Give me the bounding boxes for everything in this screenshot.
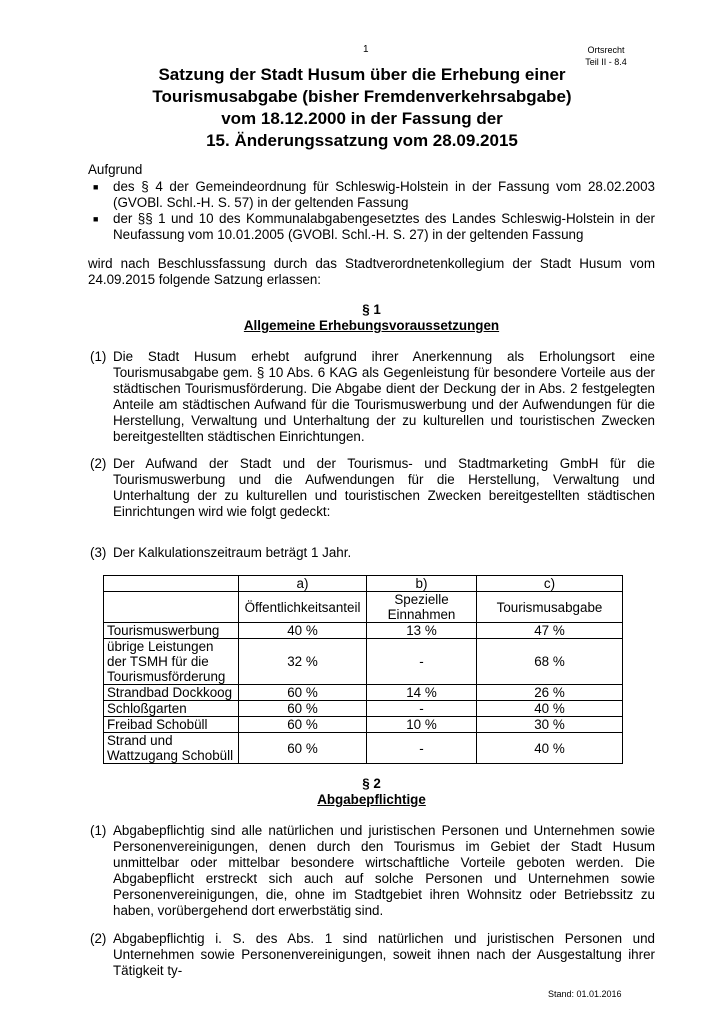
cell-public-share: 60 % xyxy=(239,733,367,764)
row-label: Tourismuswerbung xyxy=(104,623,239,639)
cell-special-income: 10 % xyxy=(367,717,477,733)
cell-tourism-levy: 40 % xyxy=(477,701,623,717)
bullet-text: des § 4 der Gemeindeordnung für Schleswig-Holstein in der Fassung vom 28.02.2003 (GVOBl. Schl.-H. S. 57) in der geltenden Fassung xyxy=(113,179,655,210)
cell-special-income: 14 % xyxy=(367,685,477,701)
title-line-1: Satzung der Stadt Husum über die Erhebung einer xyxy=(158,65,566,84)
cell-special-income: 13 % xyxy=(367,623,477,639)
table-row xyxy=(104,639,623,685)
table-row xyxy=(104,685,623,701)
table-row xyxy=(104,733,623,764)
cell-public-share: 40 % xyxy=(239,623,367,639)
list-item xyxy=(93,179,655,211)
row-label: übrige Leistungen der TSMH für die Tourismusförderung xyxy=(104,639,239,685)
calculation-table xyxy=(103,575,623,764)
paragraph-number: (1) xyxy=(90,823,107,838)
cell-tourism-levy: 40 % xyxy=(477,733,623,764)
cell-public-share: 60 % xyxy=(239,685,367,701)
cell-special-income: - xyxy=(367,701,477,717)
paragraph-text: Der Aufwand der Stadt und der Tourismus- und Stadtmarketing GmbH für die Tourismuswerbung und die Aufwendungen für die Herstellung, Verwaltung und Unterhaltung der zu kulturellen und touristischen Zwecken bereitgestellten städtischen Einrichtungen wird wie folgt gedeckt: xyxy=(113,456,655,519)
section-1-number: § 1 xyxy=(362,302,381,317)
paragraph-number: (2) xyxy=(90,931,107,946)
cell-public-share: 60 % xyxy=(239,717,367,733)
document-title xyxy=(0,64,724,152)
row-label: Strandbad Dockkoog xyxy=(104,685,239,701)
table-row xyxy=(104,717,623,733)
bullet-icon: ■ xyxy=(93,214,99,224)
paragraph-number: (2) xyxy=(90,456,107,471)
paragraph-number: (1) xyxy=(90,349,107,364)
title-line-3: vom 18.12.2000 in der Fassung der xyxy=(221,109,503,128)
cell-public-share: 32 % xyxy=(239,639,367,685)
cell-special-income: - xyxy=(367,733,477,764)
row-label: Schloßgarten xyxy=(104,701,239,717)
paragraph-text: Abgabepflichtig i. S. des Abs. 1 sind natürlichen und juristischen Personen und Unternehmen sowie Personenvereinigungen, soweit ihnen nach der Ausgestaltung ihrer Tätigkeit ty- xyxy=(113,931,655,978)
title-line-2: Tourismusabgabe (bisher Fremdenverkehrsabgabe) xyxy=(152,87,572,106)
paragraph-text: Die Stadt Husum erhebt aufgrund ihrer Anerkennung als Erholungsort eine Tourismusabgabe gem. § 10 Abs. 6 KAG als Gegenleistung für besondere Vorteile aus der städtischen Tourismusförderung. Die Abgabe dient der Deckung der in Abs. 2 festgelegten Anteile am städtischen Aufwand für die Tourismuswerbung und der Aufwendungen für die Herstellung, Verwaltung und Unterhaltung der zu kulturellen und touristischen Zwecken bereitgestellten städtischen Einrichtungen. xyxy=(113,349,655,444)
row-label: Strand und Wattzugang Schobüll xyxy=(104,733,239,764)
column-letter-c: c) xyxy=(477,576,623,592)
cell-tourism-levy: 30 % xyxy=(477,717,623,733)
section-1-heading: Allgemeine Erhebungsvoraussetzungen xyxy=(243,318,500,333)
footer-date: Stand: 01.01.2016 xyxy=(548,989,622,999)
column-header-special-income: Spezielle Einnahmen xyxy=(367,592,477,623)
paragraph-text: Abgabepflichtig sind alle natürlichen und juristischen Personen und Unternehmen sowie Personenvereinigungen, denen durch den Tourismus im Gebiet der Stadt Husum unmittelbar oder mittelbar besondere wirtschaftliche Vorteile geboten werden. Die Abgabepflicht erstreckt sich auch auf solche Personen und Unternehmen sowie Personenvereinigungen, die, ohne im Stadtgebiet ihren Wohnsitz oder Betriebssitz zu haben, vorübergehend dort erwerbstätig sind. xyxy=(113,823,655,918)
ortsrecht-title: Ortsrecht xyxy=(587,45,625,55)
table-row xyxy=(104,623,623,639)
table-cell-empty xyxy=(104,592,239,623)
row-label: Freibad Schobüll xyxy=(104,717,239,733)
section-2-number: § 2 xyxy=(362,776,381,791)
table-row-letters xyxy=(104,576,623,592)
section-2-heading: Abgabepflichtige xyxy=(317,792,426,807)
column-letter-a: a) xyxy=(239,576,367,592)
section-2-paragraph-1 xyxy=(90,823,655,919)
cell-tourism-levy: 68 % xyxy=(477,639,623,685)
section-1-paragraph-3 xyxy=(90,545,655,561)
intro-paragraph: wird nach Beschlussfassung durch das Stadtverordnetenkollegium der Stadt Husum vom 24.09.2015 folgende Satzung erlassen: xyxy=(88,256,655,287)
paragraph-number: (3) xyxy=(90,545,107,560)
page-number: 1 xyxy=(363,44,369,55)
cell-tourism-levy: 26 % xyxy=(477,685,623,701)
column-header-public-share: Öffentlichkeitsanteil xyxy=(239,592,367,623)
paragraph-text: Der Kalkulationszeitraum beträgt 1 Jahr. xyxy=(113,545,352,560)
section-1-paragraph-1 xyxy=(90,349,655,445)
cell-tourism-levy: 47 % xyxy=(477,623,623,639)
table-cell-empty xyxy=(104,576,239,592)
column-header-tourism-levy: Tourismusabgabe xyxy=(477,592,623,623)
section-2-paragraph-2 xyxy=(90,931,655,979)
section-1-paragraph-2 xyxy=(90,456,655,520)
bullet-icon: ■ xyxy=(93,182,99,192)
cell-special-income: - xyxy=(367,639,477,685)
legal-basis-list xyxy=(93,179,655,243)
ortsrecht-part: Teil II - 8.4 xyxy=(585,57,627,67)
list-item xyxy=(93,211,655,243)
cell-public-share: 60 % xyxy=(239,701,367,717)
title-line-4: 15. Änderungssatzung vom 28.09.2015 xyxy=(206,131,518,150)
aufgrund-label: Aufgrund xyxy=(88,162,143,177)
table-row-headers xyxy=(104,592,623,623)
bullet-text: der §§ 1 und 10 des Kommunalabgabengesetztes des Landes Schleswig-Holstein in der Neufassung vom 10.01.2005 (GVOBl. Schl.-H. S. 27) in der geltenden Fassung xyxy=(113,211,655,242)
column-letter-b: b) xyxy=(367,576,477,592)
table-row xyxy=(104,701,623,717)
